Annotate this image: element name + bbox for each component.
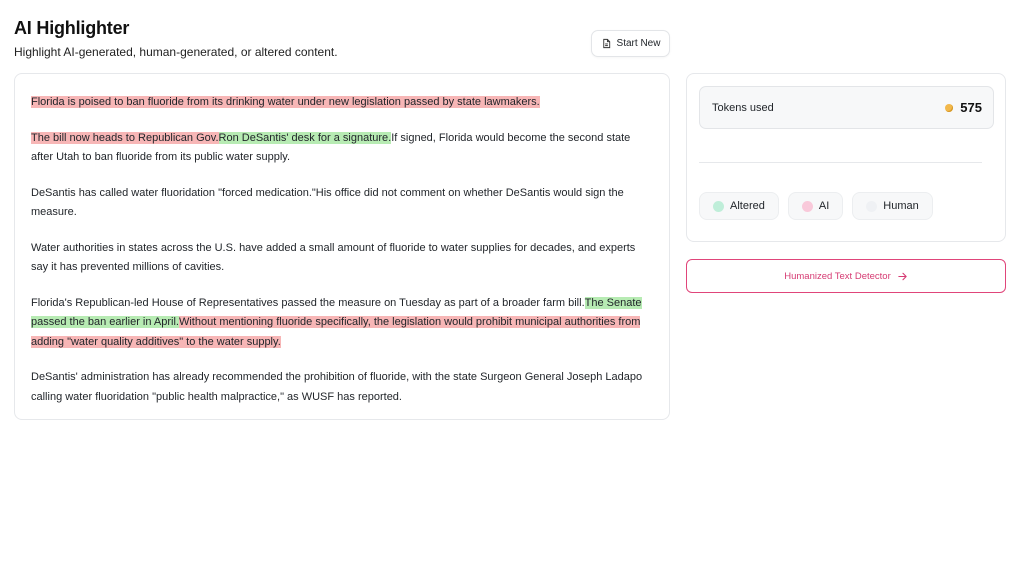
legend-dot-icon <box>713 201 724 212</box>
results-panel <box>686 73 1006 242</box>
legend-dot-icon <box>866 201 877 212</box>
legend-label: Human <box>883 200 919 212</box>
plain-text: DeSantis' administration has already recommended the prohibition of fluoride, with the state Surgeon General Joseph Ladapo calling water fluoridation "public health malpractice," as WUSF has reported. <box>31 371 643 403</box>
humanized-text-detector-button[interactable] <box>686 259 1006 293</box>
human-highlight: The Senate passed the ban earlier in April. <box>31 296 642 328</box>
highlighted-text-panel <box>14 73 670 420</box>
start-new-label: Start New <box>616 38 661 49</box>
divider <box>699 162 982 163</box>
ai-highlight: The bill now heads to Republican Gov. <box>31 131 219 144</box>
human-highlight: Ron DeSantis' desk for a signature. <box>218 131 392 144</box>
start-new-button[interactable] <box>591 30 670 57</box>
plain-text: DeSantis has called water fluoridation "forced medication."His office did not comment on whether DeSantis would sign the measure. <box>31 186 624 218</box>
tokens-label: Tokens used <box>712 101 774 114</box>
text-paragraph <box>31 239 653 278</box>
arrow-right-icon <box>897 271 908 282</box>
page-header <box>14 18 338 59</box>
legend-item-human[interactable] <box>852 192 932 220</box>
legend-label: AI <box>818 200 830 212</box>
text-paragraph <box>31 294 653 353</box>
legend-item-ai[interactable] <box>788 192 843 220</box>
legend-item-altered[interactable] <box>699 192 779 220</box>
text-paragraph <box>31 129 653 168</box>
coin-icon <box>945 104 953 112</box>
text-paragraph <box>31 368 653 407</box>
ai-highlight: Without mentioning fluoride specifically, the legislation would prohibit municipal authorities from adding "water quality additives" to the water supply. <box>31 316 641 348</box>
plain-text: Water authorities in states across the U.S. have added a small amount of fluoride to water supplies for decades, and experts say it has prevented millions of cavities. <box>31 241 636 273</box>
legend-dot-icon <box>802 201 813 212</box>
tokens-value: 575 <box>960 100 982 115</box>
document-icon <box>601 38 612 49</box>
ai-highlight: Florida is poised to ban fluoride from its drinking water under new legislation passed by state lawmakers. <box>31 96 540 108</box>
page-subtitle: Highlight AI-generated, human-generated, or altered content. <box>14 45 338 59</box>
page-title: AI Highlighter <box>14 18 130 38</box>
legend-label: Altered <box>730 200 765 212</box>
tokens-used-box <box>699 86 994 129</box>
detector-label: Humanized Text Detector <box>784 270 891 282</box>
plain-text: Florida's Republican-led House of Representatives passed the measure on Tuesday as part of a broader farm bill. <box>31 296 585 309</box>
text-paragraph <box>31 93 653 113</box>
plain-text: If signed, Florida would become the second state after Utah to ban fluoride from its public water supply. <box>31 131 631 163</box>
legend <box>699 192 933 220</box>
text-paragraph <box>31 184 653 223</box>
